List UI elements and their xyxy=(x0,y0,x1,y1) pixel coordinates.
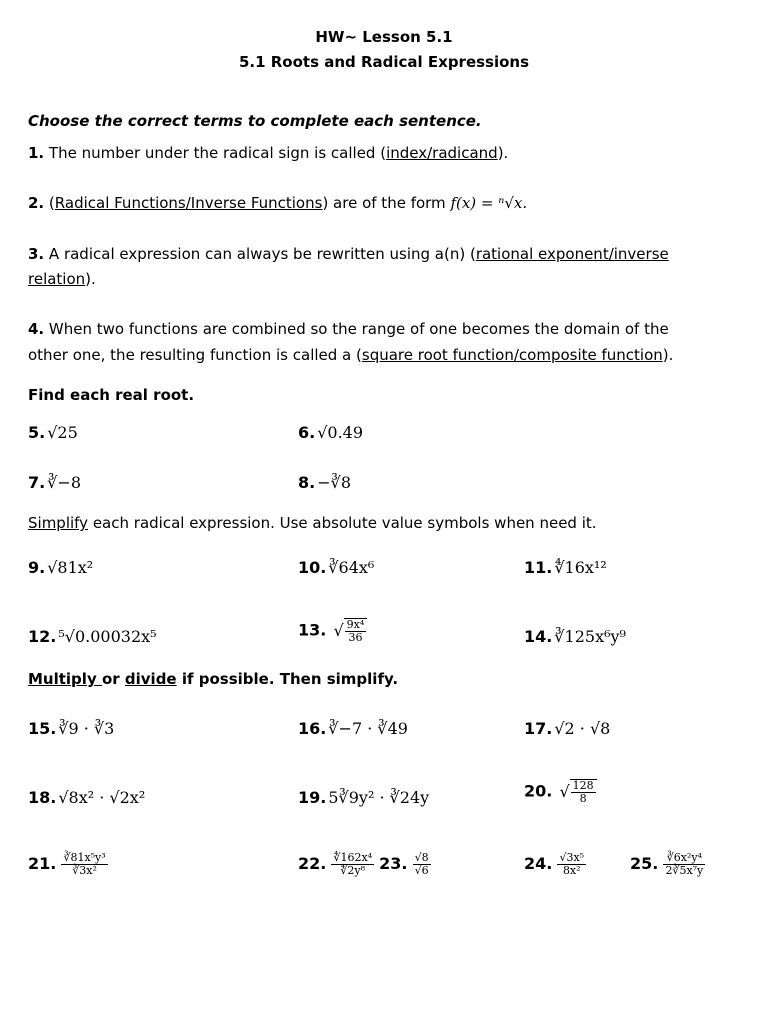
problem-19 xyxy=(298,788,429,807)
page-subtitle: 5.1 Roots and Radical Expressions xyxy=(238,53,530,71)
problem-expression: ∜16x¹² xyxy=(554,558,607,577)
q1-pre: The number under the radical sign is called ( xyxy=(48,144,387,162)
problem-11 xyxy=(524,558,607,577)
fraction-numerator: ∛81x⁵y³ xyxy=(63,851,106,864)
fraction-denominator: 36 xyxy=(348,631,363,645)
problem-15 xyxy=(28,719,114,738)
fraction-denominator: ∜2y⁸ xyxy=(340,864,366,878)
problem-expression: √25 xyxy=(47,423,78,442)
section3-instruction-rest: each radical expression. Use absolute value symbols when need it. xyxy=(88,514,597,532)
problem-number: 22. xyxy=(298,854,327,874)
problem-number: 13. xyxy=(298,620,327,640)
problem-number: 7. xyxy=(28,473,46,492)
problem-fraction xyxy=(557,852,586,877)
problem-number: 20. xyxy=(524,781,553,801)
problem-20: 20. √ $\frac{128}{8}$ xyxy=(524,779,597,805)
q2-pre: ( xyxy=(48,194,55,212)
section1-instruction: Choose the correct terms to complete each sentence. xyxy=(28,112,482,130)
problem-18 xyxy=(28,788,145,807)
problem-expression: 5∛9y² · ∛24y xyxy=(328,788,430,807)
q3-choice-b: relation xyxy=(28,270,86,288)
q2-choice: Radical Functions/Inverse Functions xyxy=(54,194,323,212)
problem-expression: ∛125x⁶y⁹ xyxy=(554,627,626,646)
instruction-multiply: Multiply xyxy=(28,670,102,688)
problem-21 xyxy=(28,852,108,877)
q4-line1: When two functions are combined so the range of one becomes the domain of the xyxy=(48,320,669,338)
problem-24 xyxy=(524,852,586,877)
section3-instruction-verb: Simplify xyxy=(28,514,89,532)
problem-number: 15. xyxy=(28,719,57,738)
q4-pre: other one, the resulting function is called a ( xyxy=(28,346,362,364)
problem-number: 11. xyxy=(524,558,553,577)
q3-number: 3. xyxy=(28,245,45,263)
problem-12 xyxy=(28,627,157,646)
problem-number: 14. xyxy=(524,627,553,646)
problem-fraction xyxy=(331,852,374,877)
q4-post: ). xyxy=(662,346,674,364)
problem-fraction xyxy=(344,618,368,644)
problem-expression: −∛8 xyxy=(317,473,351,492)
q1-post: ). xyxy=(497,144,509,162)
problem-5 xyxy=(28,423,78,442)
question-4 xyxy=(28,320,669,338)
q3-choice-a: rational exponent/inverse xyxy=(475,245,669,263)
problem-number: 23. xyxy=(379,854,408,874)
q4-choice: square root function/composite function xyxy=(361,346,663,364)
q3-pre: A radical expression can always be rewritten using a(n) ( xyxy=(48,245,476,263)
q2-post: ) are of the form xyxy=(322,194,451,212)
fraction-denominator: ∛3x² xyxy=(72,864,97,878)
question-4-cont xyxy=(28,346,673,364)
problem-expression: √8x² · √2x² xyxy=(58,788,146,807)
problem-16 xyxy=(298,719,408,738)
problem-number: 21. xyxy=(28,854,57,874)
problem-expression: √81x² xyxy=(47,558,94,577)
problem-expression: √0.49 xyxy=(317,423,364,442)
section4-instruction xyxy=(28,670,398,688)
problem-fraction xyxy=(413,852,431,877)
problem-expression: ⁵√0.00032x⁵ xyxy=(58,627,157,646)
fraction-numerator: √8 xyxy=(414,851,429,864)
fraction-denominator: 2∛5x⁷y xyxy=(665,864,704,878)
problem-expression: ∛−7 · ∛49 xyxy=(328,719,408,738)
problem-13: 13. √ $\frac{\text{9x⁴}}{36}$ xyxy=(298,618,367,644)
problem-10 xyxy=(298,558,374,577)
problem-number: 6. xyxy=(298,423,316,442)
fraction-denominator: √6 xyxy=(414,864,429,878)
question-3-cont xyxy=(28,270,96,288)
instruction-divide: divide xyxy=(124,670,177,688)
problem-number: 16. xyxy=(298,719,327,738)
fraction-numerator: ∛6x²y⁴ xyxy=(663,852,705,865)
problem-number: 18. xyxy=(28,788,57,807)
q2-formula: f(x) = ⁿ√x. xyxy=(450,194,528,212)
instruction-or: or xyxy=(101,670,125,688)
fraction-numerator: √3x⁵ xyxy=(559,851,585,864)
problem-fraction xyxy=(570,779,597,805)
q1-choice: index/radicand xyxy=(386,144,498,162)
problem-fraction xyxy=(61,852,107,877)
q1-number: 1. xyxy=(28,144,45,162)
problem-17 xyxy=(524,719,610,738)
problem-7 xyxy=(28,473,81,492)
fraction-numerator: 128 xyxy=(572,779,594,792)
problem-number: 19. xyxy=(298,788,327,807)
section2-instruction: Find each real root. xyxy=(28,386,195,404)
problem-6 xyxy=(298,423,363,442)
page-title: HW~ Lesson 5.1 xyxy=(315,28,453,46)
problem-expression: ∛64x⁶ xyxy=(328,558,375,577)
problem-number: 17. xyxy=(524,719,553,738)
problem-expression: √2 · √8 xyxy=(554,719,611,738)
section3-instruction xyxy=(28,514,597,532)
problem-9 xyxy=(28,558,93,577)
problem-number: 8. xyxy=(298,473,316,492)
problem-number: 24. xyxy=(524,854,553,874)
problem-fraction xyxy=(663,852,705,877)
q2-number: 2. xyxy=(28,194,45,212)
problem-8 xyxy=(298,473,351,492)
problem-number: 10. xyxy=(298,558,327,577)
problem-14 xyxy=(524,627,626,646)
problem-expression: ∛−8 xyxy=(47,473,81,492)
q4-number: 4. xyxy=(28,320,45,338)
fraction-denominator: 8x² xyxy=(562,864,581,878)
problem-22 xyxy=(298,852,431,877)
problem-number: 5. xyxy=(28,423,46,442)
q3-post: ). xyxy=(85,270,96,288)
instruction-rest: if possible. Then simplify. xyxy=(176,670,399,688)
question-3 xyxy=(28,245,669,263)
problem-25 xyxy=(630,852,705,877)
fraction-denominator: 8 xyxy=(579,792,587,806)
problem-number: 9. xyxy=(28,558,46,577)
problem-number: 12. xyxy=(28,627,57,646)
problem-number: 25. xyxy=(630,854,659,874)
problem-expression: ∛9 · ∛3 xyxy=(58,719,115,738)
fraction-numerator: ∜162x⁴ xyxy=(333,851,373,864)
question-1 xyxy=(28,144,508,162)
question-2 xyxy=(28,194,527,212)
fraction-numerator: 9x⁴ xyxy=(346,618,365,631)
